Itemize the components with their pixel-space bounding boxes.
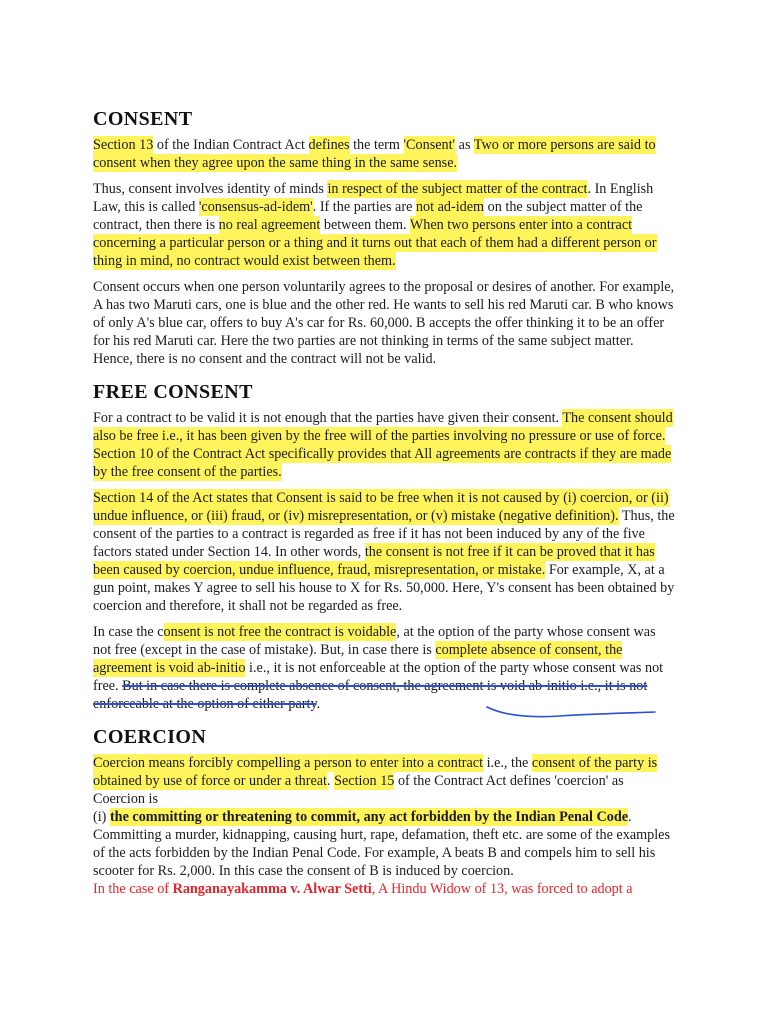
- text-run: For a contract to be valid it is not enough that the parties have given their consent.: [93, 410, 563, 426]
- text-run: the term: [349, 137, 404, 153]
- text-run: .: [628, 809, 632, 825]
- text-run: , at the option of the party whose consent was not free (except in the case of mistake). But, in case there is: [93, 624, 656, 658]
- highlighted-text: no real agreement: [218, 217, 321, 233]
- highlighted-text: not ad-idem: [415, 199, 485, 215]
- highlighted-text: Section 15: [334, 773, 395, 789]
- paragraph-coercion-definition: [93, 754, 675, 898]
- paragraph-free-consent-intro: [93, 409, 675, 481]
- highlighted-text: consent of the party is obtained by use of force or under a threat: [93, 755, 658, 789]
- red-bold-case-name: Ranganayakamma v. Alwar Setti: [172, 881, 372, 897]
- text-run: .: [327, 773, 335, 789]
- highlighted-text: onsent is not free the contract is voidable: [163, 624, 397, 640]
- highlighted-text: Section 14 of the Act states that Consent is said to be free when it is not caused by (i) coercion, or (ii) undue influence, or (iii) fraud, or (iv) misrepresentation, or (v) mistake (negative definition).: [93, 490, 669, 524]
- text-run: i.e., the: [483, 755, 532, 771]
- text-run: Consent occurs when one person voluntarily agrees to the proposal or desires of another. For example, A has two Maruti cars, one is blue and the other red. He wants to sell his red Maruti car. B who knows of only A's blue car, offers to buy A's car for Rs. 60,000. B accepts the offer thinking it to be an offer for his red Maruti car. Here the two parties are not thinking in terms of the same subject matter. Hence, there is no consent and the contract will not be valid.: [93, 279, 675, 367]
- highlighted-text: 'consensus-ad-idem': [198, 199, 313, 215]
- highlighted-text: in respect of the subject matter of the contract: [327, 181, 588, 197]
- text-run: Committing a murder, kidnapping, causing hurt, rape, defamation, theft etc. are some of the examples of the acts forbidden by the Indian Penal Code. For example, A beats B and compels him to sell his scooter for Rs. 2,000. In this case the consent of B is induced by coercion.: [93, 827, 671, 879]
- struck-through-text: But in case there is complete absence of consent, the agreement is void ab-initio i.e., it is not enforceable at the option of either party: [93, 678, 648, 712]
- text-run: . In English Law, this is called: [93, 181, 654, 215]
- paragraph-section-14: [93, 489, 675, 615]
- text-run: of the Indian Contract Act: [153, 137, 309, 153]
- text-run: i.e., it is not enforceable at the option of the party whose consent was not free.: [93, 660, 664, 694]
- paragraph-identity-of-minds: [93, 180, 675, 270]
- highlighted-text: Coercion means forcibly compelling a person to enter into a contract: [93, 755, 484, 771]
- text-run: (i): [93, 809, 110, 825]
- highlighted-text: complete absence of consent, the agreement is void ab-initio: [93, 642, 623, 676]
- text-run: For example, X, at a gun point, makes Y agree to sell his house to X for Rs. 50,000. Here, Y's consent has been obtained by coercion and therefore, it shall not be regarded as free.: [93, 562, 675, 614]
- section-free-consent: [93, 380, 675, 713]
- section-consent: [93, 107, 675, 368]
- text-run: . If the parties are: [312, 199, 416, 215]
- section-heading-consent: CONSENT: [93, 108, 193, 130]
- paragraph-consent-definition: [93, 136, 675, 172]
- text-run: Thus, consent involves identity of minds: [93, 181, 328, 197]
- highlighted-text: Two or more persons are said to consent when they agree upon the same thing in the same sense.: [93, 137, 656, 171]
- red-text: In the case of: [93, 881, 173, 897]
- section-heading-free-consent: FREE CONSENT: [93, 381, 253, 403]
- red-text: , A Hindu Widow of 13, was forced to adopt a: [371, 881, 633, 897]
- text-run: of the Contract Act defines 'coercion' as Coercion is: [93, 773, 624, 807]
- text-run: .: [316, 696, 321, 712]
- highlighted-text: 'Consent': [403, 137, 456, 153]
- highlighted-text: When two persons enter into a contract concerning a particular person or a thing and it turns out that each of them had a different person or thing in mind, no contract would exist between them.: [93, 217, 657, 269]
- paragraph-voidable: [93, 623, 675, 713]
- text-run: Thus, the consent of the parties to a contract is regarded as free if it has not been induced by any of the five factors stated under Section 14. In other words,: [93, 508, 675, 560]
- text-run: between them.: [320, 217, 410, 233]
- highlighted-text: defines: [308, 137, 350, 153]
- text-run: as: [455, 137, 474, 153]
- highlighted-bold-text: the committing or threatening to commit, any act forbidden by the Indian Penal Code: [109, 809, 629, 825]
- text-run: on the subject matter of the contract, then there is: [93, 199, 643, 233]
- highlighted-text: Section 13: [93, 137, 154, 153]
- text-run: In case the c: [93, 624, 164, 640]
- highlighted-text: the consent is not free if it can be proved that it has been caused by coercion, undue influence, fraud, misrepresentation, or mistake.: [93, 544, 655, 578]
- section-heading-coercion: COERCION: [93, 726, 207, 748]
- document-body: [93, 107, 675, 906]
- highlighted-text: The consent should also be free i.e., it has been given by the free will of the parties involving no pressure or use of force. Section 10 of the Contract Act specifically provides that All agreements are contracts if they are made by the free consent of the parties.: [93, 410, 673, 480]
- section-coercion: [93, 725, 675, 898]
- paragraph-maruti-example: [93, 278, 675, 368]
